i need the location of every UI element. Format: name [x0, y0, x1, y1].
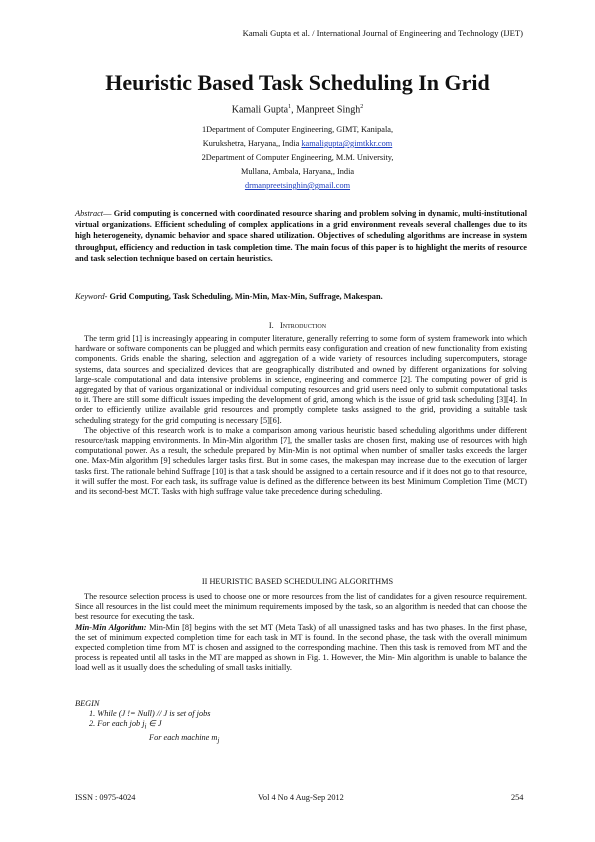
algorithm-line	[75, 719, 527, 733]
paragraph-lead: Min-Min Algorithm:	[75, 622, 147, 632]
abstract-text: Grid computing is concerned with coordinated resource sharing and problem solving in dynamic, multi-institutional virtual organizations. Efficient scheduling of complex applications in a grid environment reveals several challenges due to its high heterogeneity, dynamic behavior and space shared utilization. Objectives of scheduling algorithms are increase in system throughput, efficiency and reduction in task completion time. The main focus of this paper is to highlight the merits of resource and task selection technique based on certain heuristics.	[75, 209, 527, 263]
author-separator: ,	[291, 104, 297, 116]
keywords-text: Grid Computing, Task Scheduling, Min-Min, Max-Min, Suffrage, Makespan.	[107, 292, 383, 301]
paragraph: The resource selection process is used to choose one or more resources from the list of candidates for a given resource requirement. Since all resources in the list could meet the minimum requirements imposed by the task, so an algorithm is needed that can choose the best resource for executing the task.	[75, 592, 527, 622]
algorithm-line: BEGIN	[75, 699, 100, 708]
affiliation-line	[0, 139, 595, 148]
section-heading	[0, 321, 595, 330]
paper-title: Heuristic Based Task Scheduling In Grid	[105, 70, 490, 95]
author-superscript: 1	[288, 104, 292, 110]
affiliation-line: 1Department of Computer Engineering, GIMT, Kanipala,	[201, 125, 394, 134]
paragraph	[75, 623, 527, 674]
section-heading: II HEURISTIC BASED SCHEDULING ALGORITHMS	[201, 577, 394, 586]
paragraph: The objective of this research work is to make a comparison among various heuristic based scheduling algorithms under different resource/task mapping environments. In Min-Min algorithm [7], the smaller tasks are chosen first, making use of resources with high computational power. As a result, the schedule prepared by Min-Min is not optimal when number of smaller tasks exceeds the larger one. Max-Min algorithm [9] schedules larger tasks first. But in some cases, the makespan may increase due to the execution of larger tasks first. The rationale behind Suffrage [10] is that a task should be assigned to a certain resource and if it does not go to that resource, it will suffer the most. For each task, its suffrage value is defined as the difference between its best Minimum Completion Time (MCT) and its second-best MCT. Tasks with high suffrage value take precedence during scheduling.	[75, 425, 527, 497]
email-link[interactable]: drmanpreetsinghin@gmail.com	[244, 181, 351, 190]
keywords	[75, 292, 527, 301]
author-name: Kamali Gupta	[231, 104, 289, 116]
section-number: I.	[268, 321, 274, 330]
email-link[interactable]: kamaligupta@gimtkkr.com	[301, 139, 393, 148]
footer-volume: Vol 4 No 4 Aug-Sep 2012	[258, 793, 344, 802]
footer-page-number: 254	[511, 793, 524, 802]
section-body	[75, 334, 527, 497]
algorithm-text: 2. For each job j	[89, 719, 145, 729]
affiliation-text: Kurukshetra, Haryana,, India	[202, 139, 302, 148]
algorithm-subscript: j	[217, 737, 220, 745]
affiliation-line: 2Department of Computer Engineering, M.M. University,	[201, 153, 394, 162]
author-superscript: 2	[360, 104, 364, 110]
algorithm-subscript: i	[144, 724, 147, 732]
algorithm-line	[75, 733, 527, 747]
running-header: Kamali Gupta et al. / International Journal of Engineering and Technology (IJET)	[242, 28, 523, 38]
section-title: Introduction	[279, 321, 327, 330]
footer-issn: ISSN : 0975-4024	[75, 793, 136, 802]
paragraph: The term grid [1] is increasingly appearing in computer literature, generally referring to some form of system framework into which hardware or software components can be plugged and which permits easy configuration and creation of new functionality from existing components. Grids enable the sharing, selection and aggregation of a wide variety of resources including supercomputers, storage systems, data sources and specialized devices that are geographically distributed and owned by different organizations for solving large-scale computational and data intensive problems in science, engineering and commerce [2]. The computing power of grid is aggregated by that of various organizational or individual computing resources and grid users need only to submit computational tasks to it. There are still some difficult issues impeding the development of grid, among which is the issue of grid task scheduling [3][4]. In order to efficiently utilize available grid resources and promptly complete tasks assigned to the grid, providing a suitable task scheduling strategy for the grid computing is necessary [5][6].	[75, 334, 527, 425]
algorithm-text: For each machine m	[149, 733, 218, 743]
author-line	[0, 104, 595, 115]
algorithm-listing	[75, 699, 527, 747]
section-body	[75, 592, 527, 674]
affiliation-line	[0, 181, 595, 190]
keywords-label: Keyword-	[75, 292, 108, 301]
author-name: Manpreet Singh	[296, 104, 361, 116]
abstract-dash: —	[103, 209, 114, 218]
paragraph-text: Min-Min [8] begins with the set MT (Meta Task) of all unassigned tasks and has two phases. In the first phase, the set of minimum expected completion time for each task in MT is found. In the second phase, the task with the overall minimum expected completion time from MT is chosen and assigned to the corresponding machine. Then this task is removed from MT and the process is repeated until all tasks in the MT are mapped as shown in Fig. 1. However, the Min- Min algorithm is unable to balance the load well as it usually does the scheduling of small tasks initially.	[75, 622, 527, 673]
affiliation-line: Mullana, Ambala, Haryana,, India	[240, 167, 355, 176]
algorithm-text: ∈ J	[146, 719, 162, 729]
algorithm-line: 1. While (J != Null) // J is set of jobs	[89, 709, 211, 719]
abstract-label: Abstract	[75, 209, 104, 218]
abstract	[75, 208, 527, 264]
